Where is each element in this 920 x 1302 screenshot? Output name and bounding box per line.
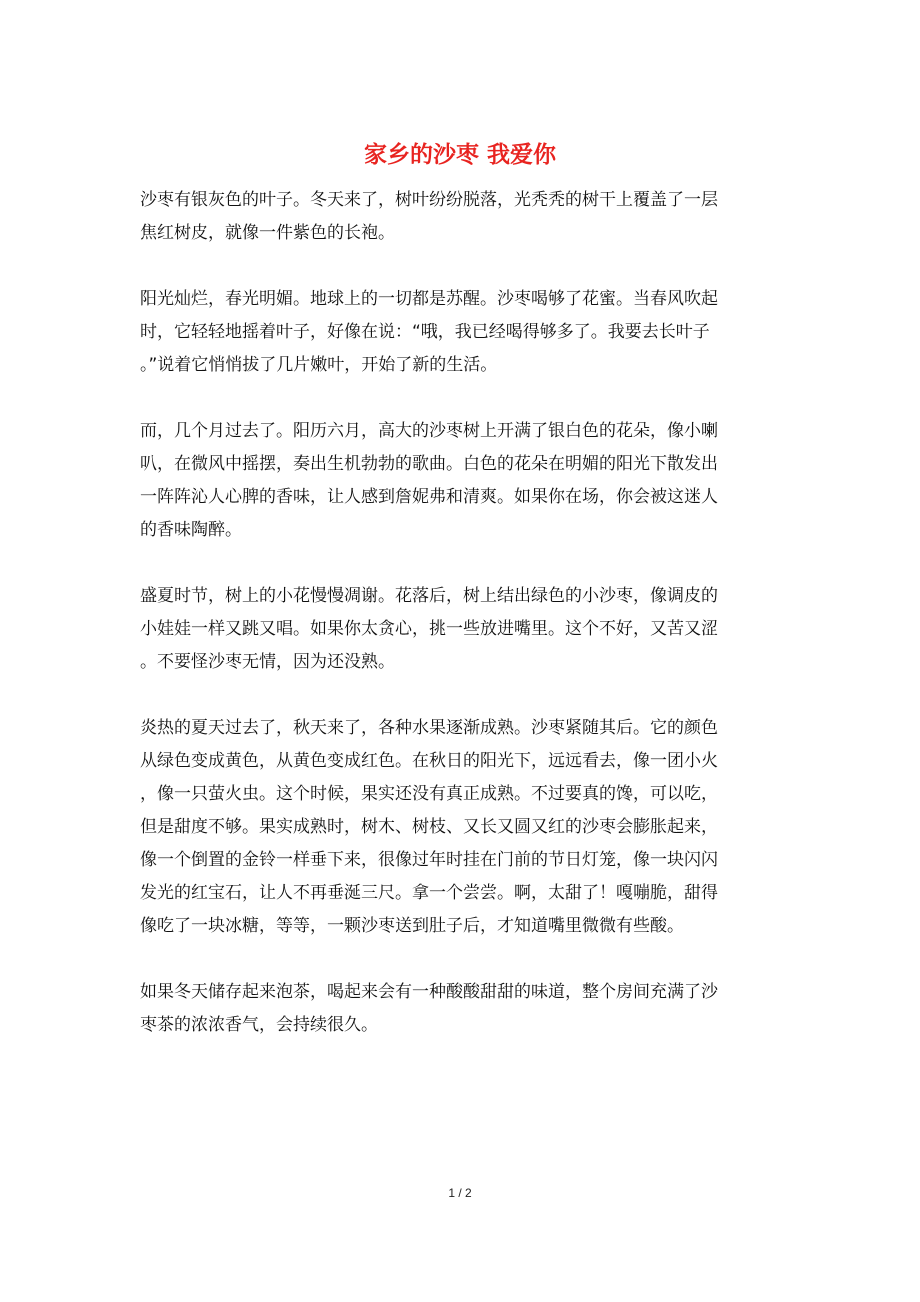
text-line: 。不要怪沙枣无情，因为还没熟。 <box>140 652 395 672</box>
paragraph-4 <box>140 580 780 679</box>
text-line: 时，它轻轻地摇着叶子，好像在说：“哦，我已经喝得够多了。我要去长叶子 <box>140 322 710 342</box>
text-line: 盛夏时节，树上的小花慢慢凋谢。花落后，树上结出绿色的小沙枣，像调皮的 <box>140 586 718 606</box>
text-line: 沙枣有银灰色的叶子。冬天来了，树叶纷纷脱落，光秃秃的树干上覆盖了一层 <box>140 190 718 210</box>
text-line: 焦红树皮，就像一件紫色的长袍。 <box>140 223 395 243</box>
text-line: 阳光灿烂，春光明媚。地球上的一切都是苏醒。沙枣喝够了花蜜。当春风吹起 <box>140 289 718 309</box>
paragraph-1 <box>140 184 780 250</box>
text-line: 发光的红宝石，让人不再垂涎三尺。拿一个尝尝。啊，太甜了！嘎嘣脆，甜得 <box>140 883 718 903</box>
text-line: ，像一只萤火虫。这个时候，果实还没有真正成熟。不过要真的馋，可以吃， <box>140 784 718 804</box>
text-line: 小娃娃一样又跳又唱。如果你太贪心，挑一些放进嘴里。这个不好，又苦又涩 <box>140 619 718 639</box>
text-line: 叭，在微风中摇摆，奏出生机勃勃的歌曲。白色的花朵在明媚的阳光下散发出 <box>140 454 718 474</box>
page-number: 1 / 2 <box>448 1186 472 1200</box>
text-line: 但是甜度不够。果实成熟时，树木、树枝、又长又圆又红的沙枣会膨胀起来， <box>140 817 718 837</box>
text-line: 。”说着它悄悄拔了几片嫩叶，开始了新的生活。 <box>140 355 498 375</box>
paragraph-6 <box>140 976 780 1042</box>
text-line: 的香味陶醉。 <box>140 520 242 540</box>
text-line: 而，几个月过去了。阳历六月，高大的沙枣树上开满了银白色的花朵，像小喇 <box>140 421 718 441</box>
text-line: 像一个倒置的金铃一样垂下来，很像过年时挂在门前的节日灯笼，像一块闪闪 <box>140 850 718 870</box>
paragraph-3 <box>140 415 780 547</box>
text-line: 像吃了一块冰糖，等等，一颗沙枣送到肚子后，才知道嘴里微微有些酸。 <box>140 916 684 936</box>
text-line: 从绿色变成黄色，从黄色变成红色。在秋日的阳光下，远远看去，像一团小火 <box>140 751 718 771</box>
page-title: 家乡的沙枣 我爱你 <box>363 141 556 168</box>
paragraph-2 <box>140 283 780 382</box>
paragraph-5 <box>140 712 780 943</box>
text-line: 枣茶的浓浓香气，会持续很久。 <box>140 1015 378 1035</box>
text-line: 如果冬天储存起来泡茶，喝起来会有一种酸酸甜甜的味道，整个房间充满了沙 <box>140 982 718 1002</box>
text-line: 一阵阵沁人心脾的香味，让人感到詹妮弗和清爽。如果你在场，你会被这迷人 <box>140 487 718 507</box>
article-body <box>140 184 780 1075</box>
text-line: 炎热的夏天过去了，秋天来了，各种水果逐渐成熟。沙枣紧随其后。它的颜色 <box>140 718 718 738</box>
